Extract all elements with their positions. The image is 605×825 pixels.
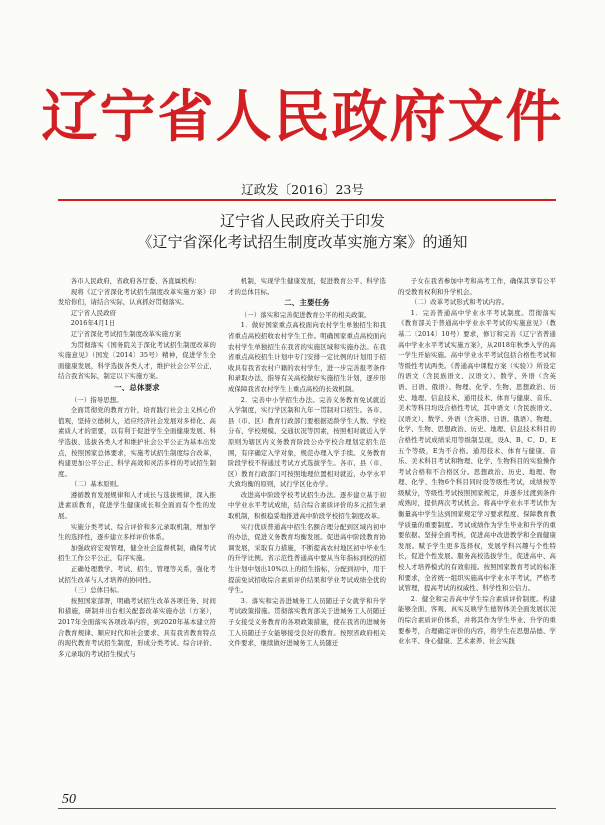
paragraph: 全面贯彻党的教育方针，培育践行社会主义核心价值观，坚持立德树人，适应经济社会发展对多样化、高素质人才的需要，以有利于促进学生全面健康发展、科学选拔、选拔各类人才和维护社会公平公正为基本出发点，按照国家总体要求，实施考试招生制度综合改革，构建更加公平公正、科学高效和灵活多样的考试招生制度。: [58, 406, 216, 478]
paragraph: 3．落实和完善进城务工人员随迁子女就学和升学考试政策措施。贯彻落实教育部关于进城务工人员随迁子女接受义务教育的各项政策措施，使在我省的进城务工人员随迁子女能够接受良好的教育。按照省政府相关文件要求，继续做好进城务工人员随迁: [228, 596, 386, 648]
body-columns: [58, 276, 556, 784]
paragraph: 实施分类考试、综合评价和多元录取机制，增加学生的选择性，逐步建立多样评价体系。: [58, 522, 216, 542]
paragraph: 辽宁省人民政府: [70, 308, 117, 317]
paragraph: 2．健全和完善高中学生综合素质评价制度。构建能够全面、客观、真实反映学生德智体美全面发展状况的综合素质评价体系，并将其作为学生毕业、升学的重要参考，合理确定评价的内容，将学生在思想品德、学业水平、身心健康、艺术素养、社会实践: [398, 594, 556, 646]
paragraph: 加强政府宏观管理，健全社会监督机制，确保考试招生工作公平公正，有序实施。: [58, 543, 216, 563]
subsection-heading: （一）指导思想。: [70, 395, 123, 404]
subsection-heading: （一）落实和完善促进教育公平的相关政策。: [240, 310, 371, 319]
paragraph: 实行优质普通高中招生名额合理分配到区域内初中的办法，促进义务教育均衡发展。促进高中阶段教育协调发展，采取有力措施，不断提高农村地区初中毕业生的升学比例。省示范性普通高中要从当年指标到校的招生计划中划出10%以上的招生指标，分配到初中，用于提前免试招收综合素质评价结果和学业考试成绩全优的学生。: [228, 522, 386, 595]
paragraph: 1．做好国家重点高校面向农村学生单独招生和我省重点高校招收农村学生工作。明确国家重点高校面向农村学生单独招生在我省的实施区域和实施办法。在我省重点高校招生计划中专门安排一定比例的计划用于招收具有我省农村户籍的农村学生，进一步完善报考条件和录取办法，指导有关高校做好实施招生计划，逐步形成保障我省农村学生上重点高校的长效机制。: [228, 321, 386, 393]
document-title-line-2: 《辽宁省深化考试招生制度改革实施方案》的通知: [137, 233, 468, 251]
paragraph: 改进高中阶段学校考试招生办法。逐步建立基于初中学业水平考试成绩，结合综合素质评价的多元招生录取机制，积极稳妥地推进高中阶段学校招生制度改革。: [228, 490, 386, 521]
footer-divider: [58, 808, 556, 809]
document-masthead: 辽宁省人民政府文件: [41, 85, 564, 150]
subsection-heading: （三）总体目标。: [70, 586, 123, 595]
paragraph: 1．完善普通高中学业水平考试制度。贯彻落实《教育部关于普通高中学业水平考试的实施意见》（教基二〔2014〕10号）要求，修订和完善《辽宁省普通高中学业水平考试实施方案》，从2018年秋季入学的高一学生开始实施。高中学业水平考试包括合格性考试和等级性考试两类。《普通高中课程方案（实验）》所设定的语文（含民族语文、汉语文）、数学、外语（含英语、日语、俄语）、物理、化学、生物、思想政治、历史、地理、信息技术、通用技术、体育与健康、音乐、美术等科目均设合格性考试，其中语文（含民族语文、汉语文）、数学、外语（含英语、日语、俄语）、物理、化学、生物、思想政治、历史、地理、信息技术科目的合格性考试成绩采用等级制呈现，设A、B、C、D、E五个等级，E为不合格。通用技术、体育与健康、音乐、美术科目考试和物理、化学、生物科目的实验操作考试合格和不合格区分。思想政治、历史、地理、物理、化学、生物6个科目同时设等级性考试，成绩按等级赋分，等级性考试按照国家规定，并逐步过渡到条件成熟时，提供两次考试机会。将高中学业水平考试作为衡量高中学生达到国家规定学习要求程度、保障教育教学质量的重要制度。考试成绩作为学生毕业和升学的重要依据。坚持全面考核，促进高中改进教学和全面健康发展。赋予学生更多选择权，发展学科兴趣与个性特长，促进个性发展。服务高校选拔学生，促进高中、高校人才培养模式的有效衔接。按照国家教育考试的标准和要求，全省统一组织实施高中学业水平考试，严格考试管理，提高考试的权威性、科学性和公信力。: [398, 308, 556, 593]
section-heading: 一、总体要求: [114, 382, 160, 392]
red-divider: [58, 199, 556, 201]
paragraph: 现将《辽宁省深化考试招生制度改革实施方案》印发给你们，请结合实际，认真抓好贯彻落实。: [58, 287, 216, 307]
paragraph: 子女在我省参加中考和高考工作，确保其享有公平的受教育权利和升学机会。: [398, 277, 556, 296]
paragraph: 辽宁省深化考试招生制度改革实施方案: [70, 329, 182, 338]
section-heading: 二、主要任务: [284, 298, 330, 308]
subsection-heading: （二）基本原则。: [70, 480, 123, 489]
paragraph: 遵循教育发展规律和人才成长与选拔规律，深入推进素质教育，促进学生健康成长和全面而有个性的发展。: [58, 490, 216, 521]
paragraph: 正确处理教学、考试、招生、管理等关系，强化考试招生改革与人才培养的协同性。: [58, 565, 216, 584]
page-number: 50: [62, 792, 76, 807]
subsection-heading: （二）改革考试形式和考试内容。: [410, 298, 509, 307]
paragraph: 2．完善中小学招生办法。完善义务教育免试就近入学制度，实行学区制和九年一贯制对口招生。各市、县（市、区）教育行政部门要根据适龄学生人数、学校分布、学校规模、交通状况等因素，按照相对就近入学原则为辖区内义务教育阶段公办学校合理划定招生范围，有序确定入学对象，规范办理入学手续。义务教育阶段学校不得通过考试方式选拔学生。各市、县（市、区）教育行政部门可按照地理位置相对就近、办学水平大致均衡的原则，试行学区化办学。: [228, 395, 386, 489]
document-title-line-1: 辽宁省人民政府关于印发: [219, 212, 385, 230]
column-3: [398, 276, 556, 784]
paragraph: 为贯彻落实《国务院关于深化考试招生制度改革的实施意见》（国发〔2014〕35号）精神，促进学生全面健康发展，科学选拔各类人才，维护社会公平公正，结合我省实际，制定以下实施方案。: [58, 340, 216, 381]
document-number: 辽政发〔2016〕23号: [241, 182, 364, 197]
column-2: [228, 276, 386, 784]
paragraph: 2016年4月1日: [70, 319, 116, 328]
paragraph: 机制，实现学生健康发展，促进教育公平、科学选才的总体目标。: [228, 277, 386, 296]
paragraph: 各市人民政府，省政府各厅委、各直属机构：: [70, 277, 201, 285]
paragraph: 按照国家部署，明确考试招生改革各项任务、时间和措施，研制并出台相关配套改革实施办法（方案），2017年全面落实各项改革内容，到2020年基本建立符合教育规律、顺应时代和社会要求、具有我省教育特点的现代教育考试招生制度，形成分类考试、综合评价、多元录取的考试招生模式与: [58, 596, 216, 658]
column-1: [58, 276, 216, 784]
